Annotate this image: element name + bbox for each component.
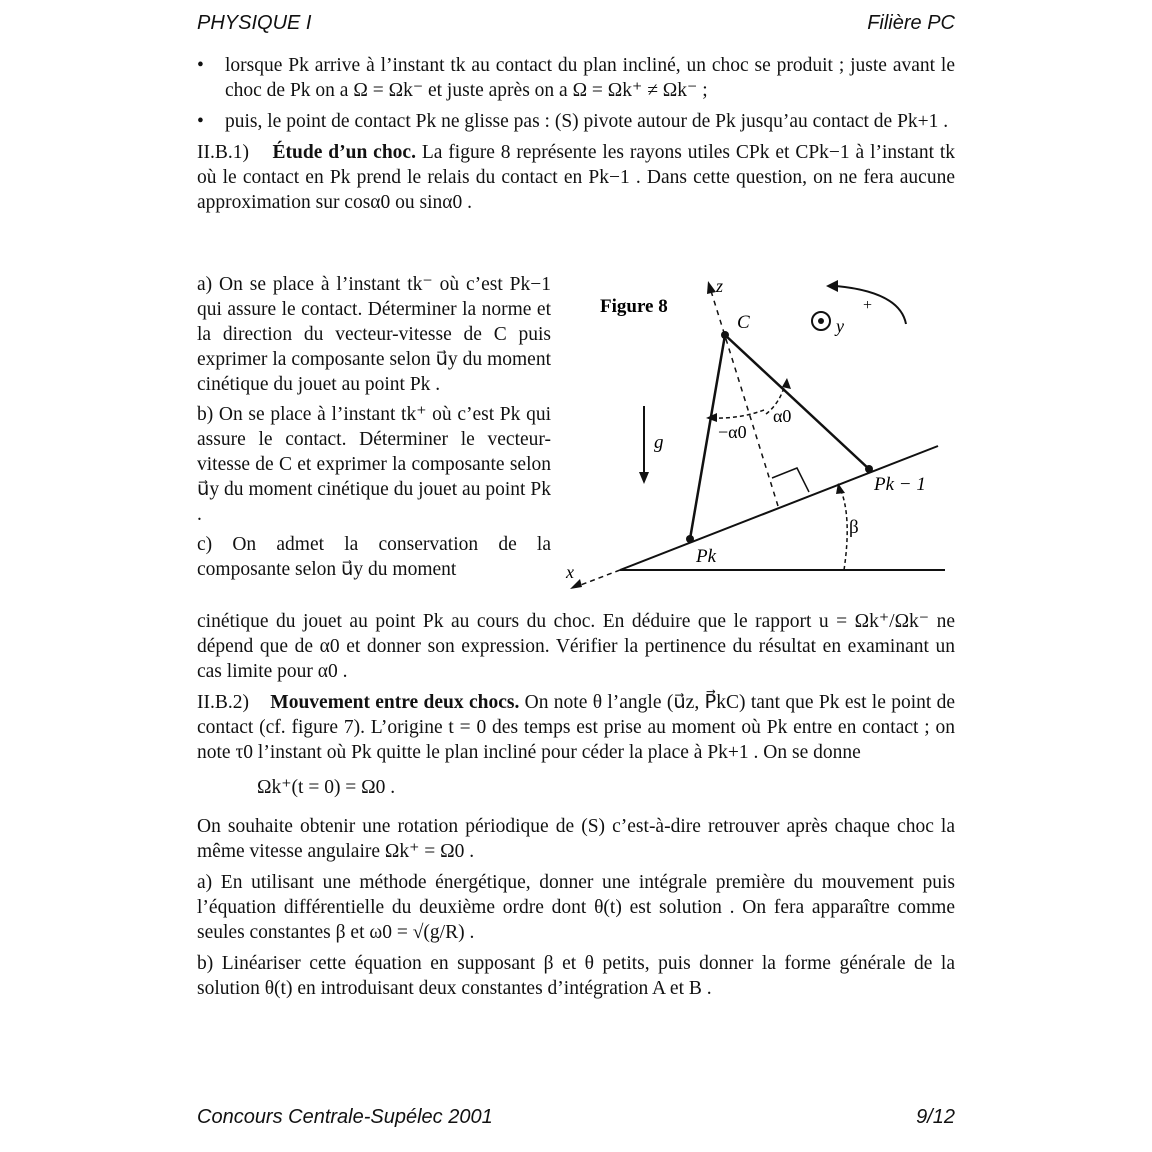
section-title: Mouvement entre deux chocs. — [270, 692, 520, 713]
label-Pk: Pk — [696, 546, 717, 567]
section-II-B-1 — [197, 140, 955, 215]
section-number: II.B.2) — [197, 692, 249, 713]
rotation-arrowhead — [826, 280, 838, 292]
beta-label: β — [849, 517, 859, 538]
minus-alpha-label: −α0 — [718, 422, 747, 442]
point-C — [721, 331, 729, 339]
incline-plane — [620, 446, 938, 570]
footer-contest: Concours Centrale-Supélec 2001 — [197, 1106, 493, 1128]
label-Pk-1: Pk − 1 — [874, 474, 926, 495]
figure-8 — [560, 276, 960, 596]
body-top — [197, 53, 955, 215]
point-Pk — [686, 535, 694, 543]
radius-CPk-1 — [725, 335, 869, 469]
x-axis-dashed — [578, 570, 620, 586]
section-body: On note θ l’angle (u⃗z, P⃗kC) tant que Pk est le point de contact (cf. figure 7). L’origine t = 0 des temps est prise au moment où Pk entre en contact ; on note τ0 l’instant où Pk quitte le plan incliné pour céder la place à Pk+1 . On se donne — [197, 692, 956, 763]
bullet-choc: • lorsque Pk arrive à l’instant tk au contact du plan incliné, un choc se produit ; juste avant le choc de Pk on a Ω = Ωk⁻ et juste après on a Ω = Ωk⁺ ≠ Ωk⁻ ; — [197, 55, 955, 101]
section-II-B-2 — [197, 690, 955, 765]
alpha-arrowhead — [782, 378, 791, 389]
z-axis-arrowhead — [707, 281, 716, 294]
question-2b: b) Linéariser cette équation en supposant β et θ petits, puis donner la forme générale de la solution θ(t) en introduisant deux constantes d’intégration A et B . — [197, 953, 955, 999]
gravity-label: g — [654, 432, 664, 453]
question-c-start: c) On admet la conservation de la composante selon u⃗y du moment — [197, 534, 551, 580]
paragraph-periodic: On souhaite obtenir une rotation périodique de (S) c’est-à-dire retrouver après chaque choc la même vitesse angulaire Ωk⁺ = Ω0 . — [197, 816, 955, 862]
x-axis-label: x — [566, 562, 574, 582]
body-bottom — [197, 609, 955, 1001]
footer-page-number: 9/12 — [916, 1106, 955, 1128]
section-title: Étude d’un choc. — [272, 142, 416, 163]
question-2a: a) En utilisant une méthode énergétique, donner une intégrale première du mouvement puis l’équation différentielle du deuxième ordre dont θ(t) est solution . On fera apparaître comme seules constantes β et ω0 = √(g/R) . — [197, 872, 955, 943]
alpha-label: α0 — [773, 406, 792, 426]
question-b: b) On se place à l’instant tk⁺ où c’est Pk qui assure le contact. Déterminer le vecteur-vitesse de C et exprimer la composante selon u⃗y du moment cinétique du jouet au point Pk . — [197, 404, 551, 525]
beta-arc — [840, 488, 847, 570]
figure-title: Figure 8 — [600, 296, 668, 317]
rotation-sign: + — [863, 297, 873, 314]
bullet-pivot: • puis, le point de contact Pk ne glisse pas : (S) pivote autour de Pk jusqu’au contact de Pk+1 . — [197, 111, 949, 132]
z-axis-label: z — [716, 276, 724, 296]
right-angle-marker — [772, 468, 809, 492]
y-axis-label: y — [836, 316, 844, 336]
section-number: II.B.1) — [197, 142, 249, 163]
section-body: La figure 8 représente les rayons utiles CPk et CPk−1 à l’instant tk où le contact en Pk prend le relais du contact en Pk−1 . Dans cette question, on ne fera aucune approximation sur cosα0 ou sinα0 . — [197, 142, 956, 213]
header-track: Filière PC — [867, 12, 955, 34]
question-a: a) On se place à l’instant tk⁻ où c’est Pk−1 qui assure le contact. Déterminer la norme et la direction du vecteur-vitesse de C puis exprimer la composante selon u⃗y du moment cinétique du jouet au point Pk . — [197, 274, 551, 395]
question-c-end: cinétique du jouet au point Pk au cours du choc. En déduire que le rapport u = Ωk⁺/Ωk⁻ ne dépend que de α0 et donner son expression. Vérifier la pertinence du résultat en examinant un cas limite pour α0 . — [197, 611, 955, 682]
point-Pk-1 — [865, 465, 873, 473]
initial-condition-equation: Ωk⁺(t = 0) = Ω0 . — [257, 777, 396, 798]
header-subject: PHYSIQUE I — [197, 12, 312, 34]
minus-alpha-arc — [712, 410, 764, 418]
gravity-arrowhead — [639, 472, 649, 484]
y-axis-dot — [818, 318, 824, 324]
label-C: C — [737, 312, 750, 333]
questions-column — [197, 272, 551, 582]
